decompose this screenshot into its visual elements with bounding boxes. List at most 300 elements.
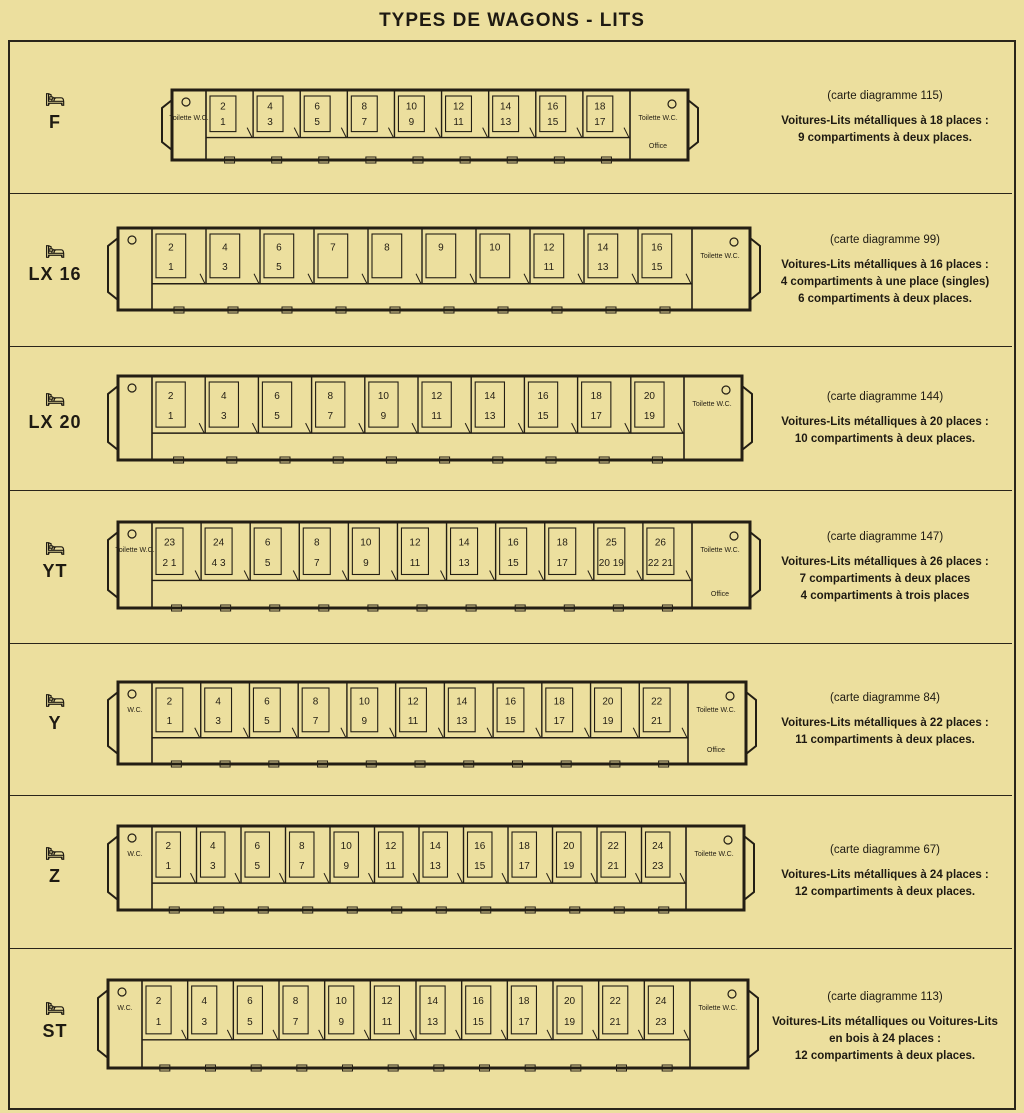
berth-number-lower: 9: [361, 715, 368, 727]
berth-number-lower: 3: [201, 1017, 208, 1029]
berth-number-lower: 4 3: [211, 558, 226, 570]
door-mark: [254, 274, 259, 284]
berth-number-lower: 7: [312, 715, 319, 727]
door-mark: [518, 423, 523, 433]
description-line: 9 compartiments à deux places.: [798, 132, 972, 144]
berth-number-lower: 3: [221, 410, 227, 422]
left-room-label: W.C.: [127, 707, 143, 714]
berth-number-lower: 13: [429, 860, 441, 872]
washbasin-icon: [726, 692, 734, 700]
berth-number-lower: 7: [313, 558, 320, 570]
berth-number-upper: 12: [409, 537, 421, 549]
wagon-floorplan: [106, 371, 754, 465]
wagon-floorplan: [106, 223, 762, 315]
berth: [480, 234, 510, 278]
wagon-description: [750, 989, 1020, 1065]
berth: [318, 234, 348, 278]
door-mark: [292, 728, 297, 738]
berth-number-lower: 5: [247, 1017, 253, 1029]
berth-number-lower: 13: [458, 558, 470, 570]
berth-number-upper: 20: [563, 996, 576, 1008]
door-mark: [524, 274, 529, 284]
berth-number-upper: 14: [458, 537, 470, 549]
washbasin-icon: [728, 990, 736, 998]
berth-number-lower: 5: [254, 860, 261, 872]
door-mark: [536, 728, 541, 738]
washbasin-icon: [730, 238, 738, 246]
berth-number-upper: 4: [209, 841, 216, 853]
wagon-code: F: [49, 111, 61, 132]
berth-number-upper: 16: [537, 391, 549, 403]
berth-number-lower: 17: [594, 117, 606, 129]
berth-number-lower: 5: [264, 715, 270, 727]
office-label: Office: [648, 143, 668, 150]
berth-number-upper: 22: [651, 696, 663, 708]
berth-number-upper: 24: [213, 537, 225, 549]
door-mark: [294, 128, 299, 138]
wagon-label: [10, 693, 100, 734]
berth-number-upper: 6: [274, 391, 280, 403]
berth-number-lower: 23: [655, 1017, 667, 1029]
wagon-floorplan: [106, 677, 758, 769]
description-line: Voitures-Lits métalliques ou Voitures-Lits: [772, 1016, 998, 1028]
bed-icon: 🛏: [44, 693, 66, 710]
berth-number-upper: 18: [518, 841, 530, 853]
berth-number-lower: 3: [267, 117, 273, 129]
berth-number-upper: 22: [609, 996, 621, 1008]
page-title: TYPES DE WAGONS - LITS: [379, 10, 645, 31]
door-mark: [490, 570, 495, 580]
berth-number-lower: 3: [215, 715, 221, 727]
berth-number-upper: 2: [220, 101, 226, 113]
berth-number-upper: 6: [264, 696, 270, 708]
berth-number-lower: 15: [472, 1017, 484, 1029]
door-mark: [280, 873, 285, 883]
berth-number-lower: 17: [590, 410, 602, 422]
berth-number-upper: 8: [361, 101, 368, 113]
door-mark: [308, 274, 313, 284]
berth-number-upper: 22: [607, 841, 619, 853]
bed-icon: 🛏: [44, 1001, 66, 1018]
berth-number-lower: 1: [168, 261, 174, 273]
berth-number-lower: 21: [607, 860, 619, 872]
berth-number-lower: 1: [155, 1017, 162, 1029]
door-mark: [359, 423, 364, 433]
description-line: Voitures-Lits métalliques à 22 places :: [781, 716, 989, 729]
berth-number-lower: 15: [474, 860, 486, 872]
door-mark: [501, 1030, 506, 1040]
berth-number-upper: 2: [168, 242, 174, 254]
berth-number-upper: 18: [553, 696, 565, 708]
berth-number-lower: 1: [165, 860, 172, 872]
berth-number-upper: 2: [155, 996, 162, 1008]
berth-number-upper: 2: [167, 391, 174, 403]
wagon-description: [750, 690, 1020, 749]
berth-number-upper: 12: [431, 391, 443, 403]
door-mark: [342, 570, 347, 580]
door-mark: [227, 1030, 232, 1040]
description-line: Voitures-Lits métalliques à 20 places :: [781, 415, 989, 428]
berth-number-upper: 6: [254, 841, 261, 853]
diagram-card-ref: (carte diagramme 144): [826, 390, 944, 403]
berth-number-upper: 10: [360, 537, 372, 549]
berth-number-upper: 4: [267, 101, 273, 113]
door-mark: [416, 274, 421, 284]
description-line: 11 compartiments à deux places.: [795, 733, 975, 746]
wagon-label: [10, 846, 100, 887]
door-mark: [483, 128, 488, 138]
wagon-row: [10, 346, 1012, 491]
right-room-label: Toilette W.C.: [638, 115, 678, 122]
berth-number-upper: 14: [426, 996, 439, 1008]
door-mark: [577, 128, 582, 138]
door-mark: [633, 728, 638, 738]
berth-number-lower: 17: [553, 715, 565, 727]
berth-number-upper: 24: [652, 841, 664, 853]
berth-number-lower: 17: [556, 558, 568, 570]
description-line: 6 compartiments à deux places.: [798, 292, 972, 305]
berth-number-lower: 3: [209, 860, 216, 872]
right-room-label: Toilette W.C.: [696, 707, 736, 714]
washbasin-icon: [730, 532, 738, 540]
berth-number-upper: 6: [264, 537, 271, 549]
door-mark: [547, 873, 552, 883]
berth-number-lower: 15: [547, 117, 559, 129]
berth-number-lower: 9: [363, 558, 369, 570]
berth-number-upper: 25: [605, 537, 617, 549]
berth-number-lower: 11: [381, 1017, 393, 1029]
berth-number-lower: 15: [651, 261, 663, 273]
berth-number-lower: 13: [500, 117, 512, 129]
washbasin-icon: [668, 100, 676, 108]
door-mark: [244, 570, 249, 580]
description-line: 12 compartiments à deux places.: [794, 1050, 976, 1062]
door-mark: [636, 873, 641, 883]
door-mark: [306, 423, 311, 433]
berth-number-upper: 10: [377, 391, 389, 403]
berth-number-upper: 16: [547, 101, 559, 113]
description-line: en bois à 24 places :: [829, 1033, 941, 1045]
left-room-label: Toilette W.C.: [115, 547, 155, 554]
wagon-code: Y: [48, 713, 62, 733]
washbasin-icon: [118, 988, 126, 996]
berth-number-lower: 19: [643, 410, 655, 422]
berth-number-upper: 20: [643, 391, 655, 403]
washbasin-icon: [128, 690, 136, 698]
berth-number-lower: 15: [537, 410, 549, 422]
diagram-card-ref: (carte diagramme 67): [830, 844, 940, 856]
right-room-label: Toilette W.C.: [692, 401, 732, 408]
berth-number-upper: 16: [472, 996, 484, 1008]
berth-number-upper: 26: [654, 537, 666, 549]
door-mark: [686, 570, 691, 580]
berth-number-lower: 19: [563, 860, 575, 872]
door-mark: [682, 728, 687, 738]
berth-number-upper: 4: [215, 696, 221, 708]
berth-number-upper: 20: [602, 696, 614, 708]
berth-number-lower: 11: [543, 261, 555, 273]
bed-icon: 🛏: [44, 540, 66, 558]
wagon-floorplan: [106, 517, 762, 613]
office-label: Office: [710, 591, 730, 598]
door-mark: [410, 1030, 415, 1040]
door-mark: [235, 873, 240, 883]
door-mark: [588, 570, 593, 580]
berth-number-lower: 9: [408, 117, 415, 129]
berth-number-upper: 4: [221, 391, 227, 403]
bed-icon: 🛏: [44, 243, 66, 261]
description-line: 10 compartiments à deux places.: [794, 432, 976, 445]
door-mark: [293, 570, 298, 580]
door-mark: [632, 274, 637, 284]
berth-number-upper: 12: [543, 242, 555, 254]
berth-number-lower: 7: [327, 410, 334, 422]
diagram-card-ref: (carte diagramme 99): [830, 233, 940, 246]
door-mark: [593, 1030, 598, 1040]
door-mark: [324, 873, 329, 883]
berth-number-upper: 23: [163, 537, 176, 549]
door-mark: [436, 128, 441, 138]
door-mark: [182, 1030, 187, 1040]
wagon-label: [10, 244, 100, 285]
berth-number-upper: 10: [358, 696, 370, 708]
right-room-label: Toilette W.C.: [694, 851, 734, 858]
wagon-description: [750, 529, 1020, 605]
berth-number-lower: 11: [409, 558, 421, 570]
door-mark: [678, 423, 683, 433]
door-mark: [438, 728, 443, 738]
berth-number-lower: 5: [264, 558, 271, 570]
berth-number-upper: 16: [507, 537, 519, 549]
wagon-code: Z: [49, 865, 61, 886]
wagon-row: [10, 948, 1012, 1106]
door-mark: [637, 570, 642, 580]
wagon-label: [10, 392, 100, 433]
berth-number-upper: 2: [166, 696, 173, 708]
berth-number-upper: 14: [484, 391, 496, 403]
door-mark: [390, 728, 395, 738]
diagram-card-ref: (carte diagramme 115): [827, 90, 943, 102]
door-mark: [465, 423, 470, 433]
wagon-label: [10, 541, 100, 582]
door-mark: [319, 1030, 324, 1040]
right-room-label: Toilette W.C.: [698, 1005, 738, 1012]
door-mark: [591, 873, 596, 883]
berth-number-upper: 12: [452, 101, 465, 113]
left-room-label: W.C.: [127, 851, 143, 858]
berth-number-upper: 8: [384, 242, 390, 254]
wagon-row: [10, 490, 1012, 644]
wagon-code: ST: [42, 1021, 68, 1041]
bed-icon: 🛏: [44, 392, 66, 409]
door-mark: [680, 873, 685, 883]
berth-number-lower: 11: [453, 117, 464, 129]
berth-number-upper: 2: [165, 841, 172, 853]
office-label: Office: [706, 747, 726, 754]
door-mark: [530, 128, 535, 138]
berth-number-upper: 6: [247, 996, 253, 1008]
berth-number-lower: 17: [518, 1017, 530, 1029]
berth-number-upper: 7: [330, 242, 336, 254]
wagon-label: [10, 92, 100, 133]
berth-number-lower: 13: [426, 1017, 439, 1029]
berth-number-lower: 13: [597, 261, 609, 273]
berth-number-upper: 4: [222, 242, 228, 254]
berth-number-lower: 9: [343, 860, 350, 872]
door-mark: [624, 128, 629, 138]
berth-number-upper: 24: [655, 996, 667, 1008]
description-line: Voitures-Lits métalliques à 18 places :: [781, 115, 989, 127]
description-line: Voitures-Lits métalliques à 16 places :: [781, 258, 989, 271]
berth-number-lower: 3: [222, 261, 228, 273]
right-room-label: Toilette W.C.: [700, 547, 740, 554]
door-mark: [191, 873, 196, 883]
berth-number-lower: 13: [456, 715, 468, 727]
berth-number-lower: 23: [652, 860, 664, 872]
berth-number-lower: 21: [609, 1017, 621, 1029]
berth-number-lower: 5: [274, 410, 280, 422]
description-line: 4 compartiments à une place (singles): [780, 275, 990, 288]
wagon-description: [750, 389, 1020, 448]
berth-number-upper: 18: [556, 537, 568, 549]
door-mark: [684, 1030, 689, 1040]
berth-number-lower: 1: [166, 715, 173, 727]
berth-number-lower: 11: [407, 715, 419, 727]
door-mark: [456, 1030, 461, 1040]
door-mark: [470, 274, 475, 284]
bed-icon: 🛏: [44, 91, 66, 109]
door-mark: [585, 728, 590, 738]
berth-number-lower: 11: [385, 860, 396, 872]
door-mark: [341, 728, 346, 738]
wagon-label: [10, 1001, 100, 1042]
berth-number-upper: 10: [405, 101, 417, 113]
berth-number-lower: 17: [518, 860, 530, 872]
door-mark: [502, 873, 507, 883]
wagon-floorplan: [96, 975, 760, 1073]
berth-number-lower: 7: [298, 860, 305, 872]
door-mark: [195, 570, 200, 580]
wagon-floorplan: [106, 821, 756, 915]
wagon-description: [750, 232, 1020, 308]
berth-number-lower: 15: [507, 558, 519, 570]
door-mark: [412, 423, 417, 433]
berth-number-lower: 19: [602, 715, 614, 727]
door-mark: [638, 1030, 643, 1040]
washbasin-icon: [128, 236, 136, 244]
berth-number-upper: 14: [500, 101, 512, 113]
left-room-label: Toilette W.C.: [169, 115, 209, 122]
left-room-label: W.C.: [117, 1005, 133, 1012]
berth-number-upper: 16: [504, 696, 517, 708]
berth-number-lower: 21: [651, 715, 663, 727]
berth-number-lower: 15: [504, 715, 517, 727]
berth-number-upper: 9: [438, 242, 444, 254]
door-mark: [364, 1030, 369, 1040]
berth-number-upper: 8: [292, 996, 299, 1008]
door-mark: [243, 728, 248, 738]
berth-number-lower: 13: [484, 410, 496, 422]
car-body: [172, 90, 688, 160]
diagram-card-ref: (carte diagramme 84): [830, 691, 940, 704]
wagon-description: [750, 842, 1020, 901]
berth: [426, 234, 456, 278]
berth-number-upper: 6: [314, 101, 320, 113]
berth-number-upper: 10: [340, 841, 352, 853]
door-mark: [686, 274, 691, 284]
door-mark: [341, 128, 346, 138]
berth-number-upper: 14: [597, 242, 609, 254]
door-mark: [362, 274, 367, 284]
wagon-row: [10, 795, 1012, 949]
berth-number-lower: 1: [167, 410, 174, 422]
berth-number-lower: 9: [380, 410, 387, 422]
door-mark: [578, 274, 583, 284]
berth-number-lower: 9: [338, 1017, 345, 1029]
diagram-card-ref: (carte diagramme 113): [827, 991, 943, 1003]
diagram-card-ref: (carte diagramme 147): [826, 530, 944, 543]
berth-number-upper: 8: [312, 696, 319, 708]
berth-number-lower: 5: [314, 117, 320, 129]
berth-number-upper: 4: [201, 996, 208, 1008]
berth-number-lower: 7: [292, 1017, 299, 1029]
berth-number-upper: 8: [327, 391, 334, 403]
door-mark: [388, 128, 393, 138]
berth-number-lower: 22 21: [647, 558, 673, 570]
berth-number-upper: 14: [429, 841, 441, 853]
description-line: 12 compartiments à deux places.: [794, 886, 976, 898]
berth-number-upper: 12: [407, 696, 419, 708]
door-mark: [200, 274, 205, 284]
berth-number-upper: 18: [518, 996, 530, 1008]
berth-number-lower: 5: [276, 261, 282, 273]
door-mark: [441, 570, 446, 580]
door-mark: [625, 423, 630, 433]
washbasin-icon: [128, 384, 136, 392]
door-mark: [195, 728, 200, 738]
berth-number-upper: 20: [563, 841, 575, 853]
description-line: Voitures-Lits métalliques à 24 places :: [781, 869, 989, 881]
berth-number-upper: 16: [474, 841, 486, 853]
berth-number-upper: 8: [298, 841, 305, 853]
berth-number-upper: 12: [385, 841, 397, 853]
wagon-row: [10, 193, 1012, 347]
berth-number-upper: 10: [489, 242, 501, 254]
wagon-floorplan: [160, 85, 700, 165]
door-mark: [487, 728, 492, 738]
washbasin-icon: [724, 836, 732, 844]
berth-number-lower: 7: [361, 117, 368, 129]
door-mark: [413, 873, 418, 883]
washbasin-icon: [128, 834, 136, 842]
door-mark: [369, 873, 374, 883]
bed-icon: 🛏: [44, 845, 66, 863]
door-mark: [547, 1030, 552, 1040]
berth-number-upper: 6: [276, 242, 282, 254]
wagon-code: LX 16: [28, 263, 82, 284]
door-mark: [458, 873, 463, 883]
berth-number-lower: 11: [431, 410, 442, 422]
door-mark: [247, 128, 252, 138]
wagon-row: [10, 42, 1012, 194]
washbasin-icon: [182, 98, 190, 106]
door-mark: [391, 570, 396, 580]
berth-number-lower: 1: [220, 117, 226, 129]
description-line: 7 compartiments à deux places: [799, 572, 971, 585]
wagon-code: LX 20: [28, 412, 82, 432]
wagon-row: [10, 643, 1012, 796]
wagon-description: [750, 88, 1020, 147]
